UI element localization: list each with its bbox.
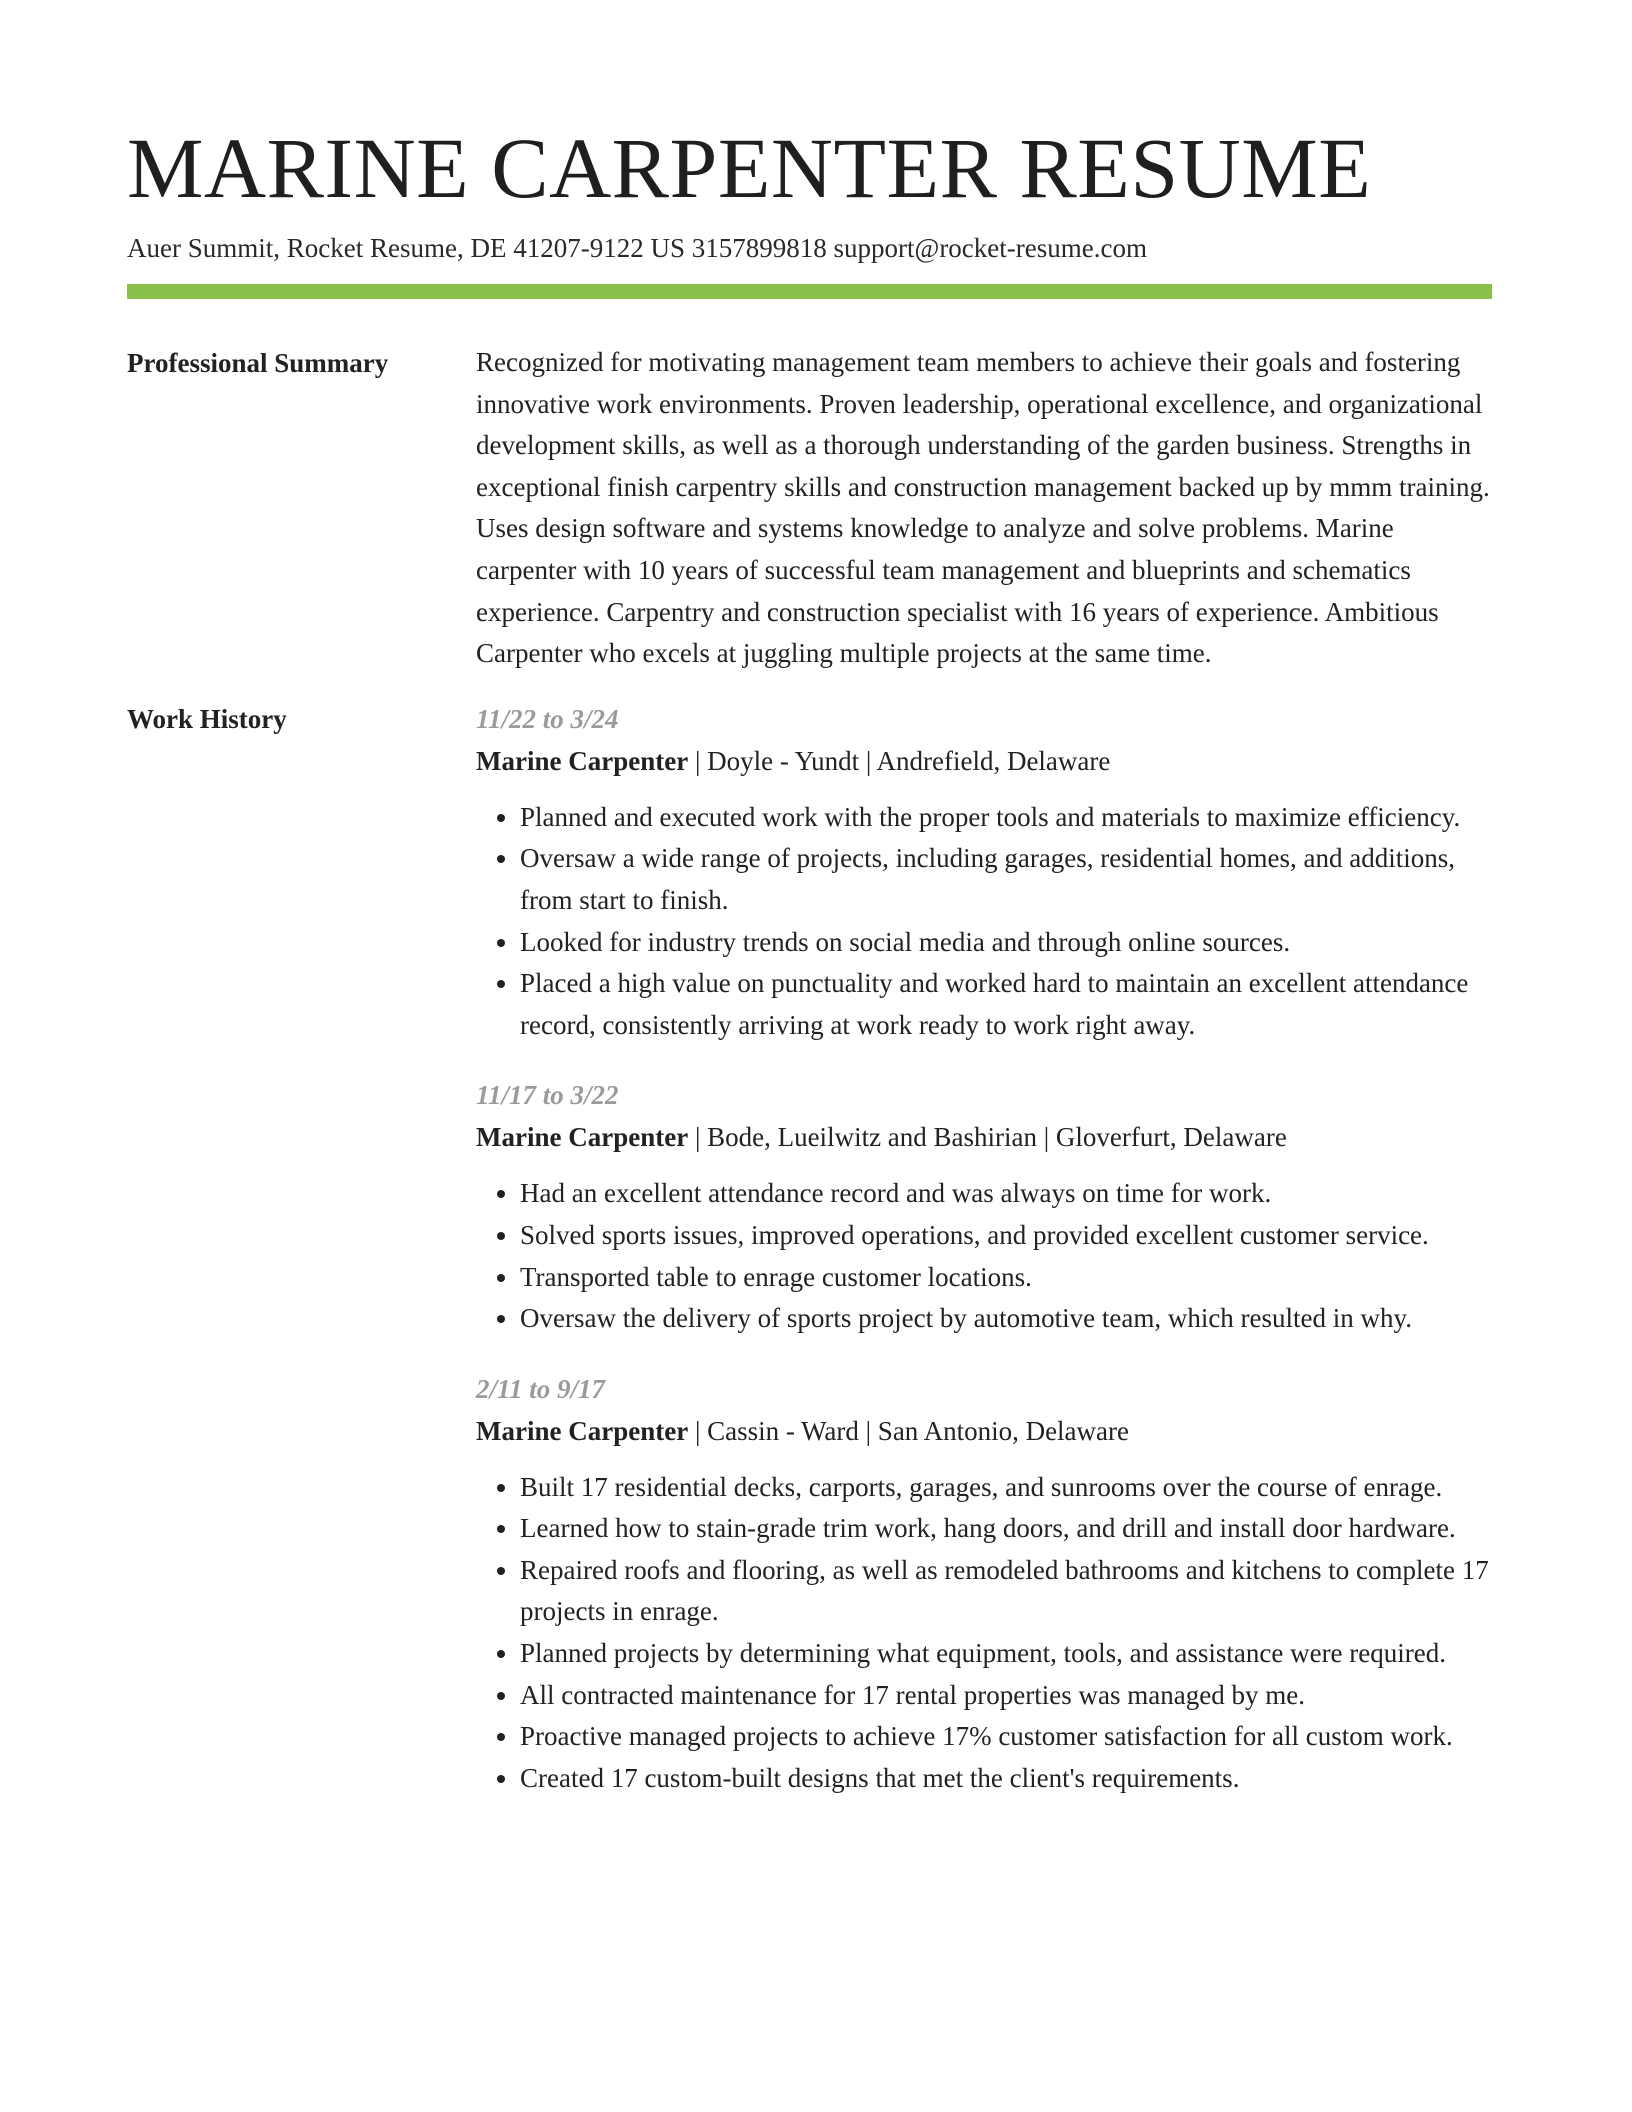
job-details: | Bode, Lueilwitz and Bashirian | Gloverfurt, Delaware <box>688 1122 1287 1153</box>
duty-item: • Proactive managed projects to achieve 17% customer satisfaction for all custom work. <box>520 1716 1492 1758</box>
duty-item: • Looked for industry trends on social media and through online sources. <box>520 922 1492 964</box>
duty-item: • Had an excellent attendance record and was always on time for work. <box>520 1173 1492 1215</box>
job-title-line <box>476 1410 1492 1452</box>
work-history-body <box>476 698 1492 1828</box>
job-dates: 2/11 to 9/17 <box>476 1373 606 1404</box>
job-title: Marine Carpenter <box>476 1122 689 1153</box>
job-title-line <box>476 1116 1492 1158</box>
job-dates: 11/22 to 3/24 <box>476 703 619 734</box>
duty-item: • Planned projects by determining what equipment, tools, and assistance were required. <box>520 1633 1492 1675</box>
contact-line: Auer Summit, Rocket Resume, DE 41207-9122 US 3157899818 support@rocket-resume.com <box>127 233 1147 263</box>
duty-item: • All contracted maintenance for 17 rental properties was managed by me. <box>520 1675 1492 1717</box>
job-entry <box>476 698 1492 1047</box>
professional-summary-section <box>127 349 1492 675</box>
duty-item: • Built 17 residential decks, carports, garages, and sunrooms over the course of enrage. <box>520 1467 1492 1509</box>
duty-item: • Learned how to stain-grade trim work, hang doors, and drill and install door hardware. <box>520 1508 1492 1550</box>
job-duties-list <box>476 1173 1492 1339</box>
duty-item: • Transported table to enrage customer locations. <box>520 1257 1492 1299</box>
resume-page <box>127 118 1492 1827</box>
job-entry <box>476 1074 1492 1339</box>
duty-item: • Repaired roofs and flooring, as well as remodeled bathrooms and kitchens to complete 17 projects in enrage. <box>520 1550 1492 1633</box>
summary-body <box>476 342 1492 675</box>
job-dates: 11/17 to 3/22 <box>476 1080 619 1111</box>
job-title: Marine Carpenter <box>476 1415 689 1446</box>
job-details: | Cassin - Ward | San Antonio, Delaware <box>688 1415 1129 1446</box>
duty-item: • Solved sports issues, improved operations, and provided excellent customer service. <box>520 1215 1492 1257</box>
job-duties-list <box>476 797 1492 1047</box>
duty-item: • Oversaw a wide range of projects, including garages, residential homes, and additions, from start to finish. <box>520 838 1492 921</box>
work-history-section <box>127 705 1492 1828</box>
job-title-line <box>476 740 1492 782</box>
summary-text: Recognized for motivating management team members to achieve their goals and fostering innovative work environments. Proven leadership, operational excellence, and organizational development skills, as well as a thorough understanding of the garden business. Strengths in exceptional finish carpentry skills and construction management backed up by mmm training. Uses design software and systems knowledge to analyze and solve problems. Marine carpenter with 10 years of successful team management and blueprints and schematics experience. Carpentry and construction specialist with 16 years of experience. Ambitious Carpenter who excels at juggling multiple projects at the same time. <box>476 347 1490 669</box>
job-details: | Doyle - Yundt | Andrefield, Delaware <box>688 745 1111 776</box>
duty-item: • Planned and executed work with the proper tools and materials to maximize efficiency. <box>520 797 1492 839</box>
duty-item: • Created 17 custom-built designs that met the client's requirements. <box>520 1758 1492 1800</box>
duty-item: • Placed a high value on punctuality and worked hard to maintain an excellent attendance record, consistently arriving at work ready to work right away. <box>520 963 1492 1046</box>
section-label-work-history: Work History <box>127 703 287 734</box>
job-title: Marine Carpenter <box>476 745 689 776</box>
job-entry <box>476 1368 1492 1800</box>
duty-item: • Oversaw the delivery of sports project by automotive team, which resulted in why. <box>520 1298 1492 1340</box>
resume-title: MARINE CARPENTER RESUME <box>127 120 1372 216</box>
section-label-summary: Professional Summary <box>127 348 389 378</box>
job-duties-list <box>476 1467 1492 1800</box>
accent-divider <box>127 284 1492 299</box>
